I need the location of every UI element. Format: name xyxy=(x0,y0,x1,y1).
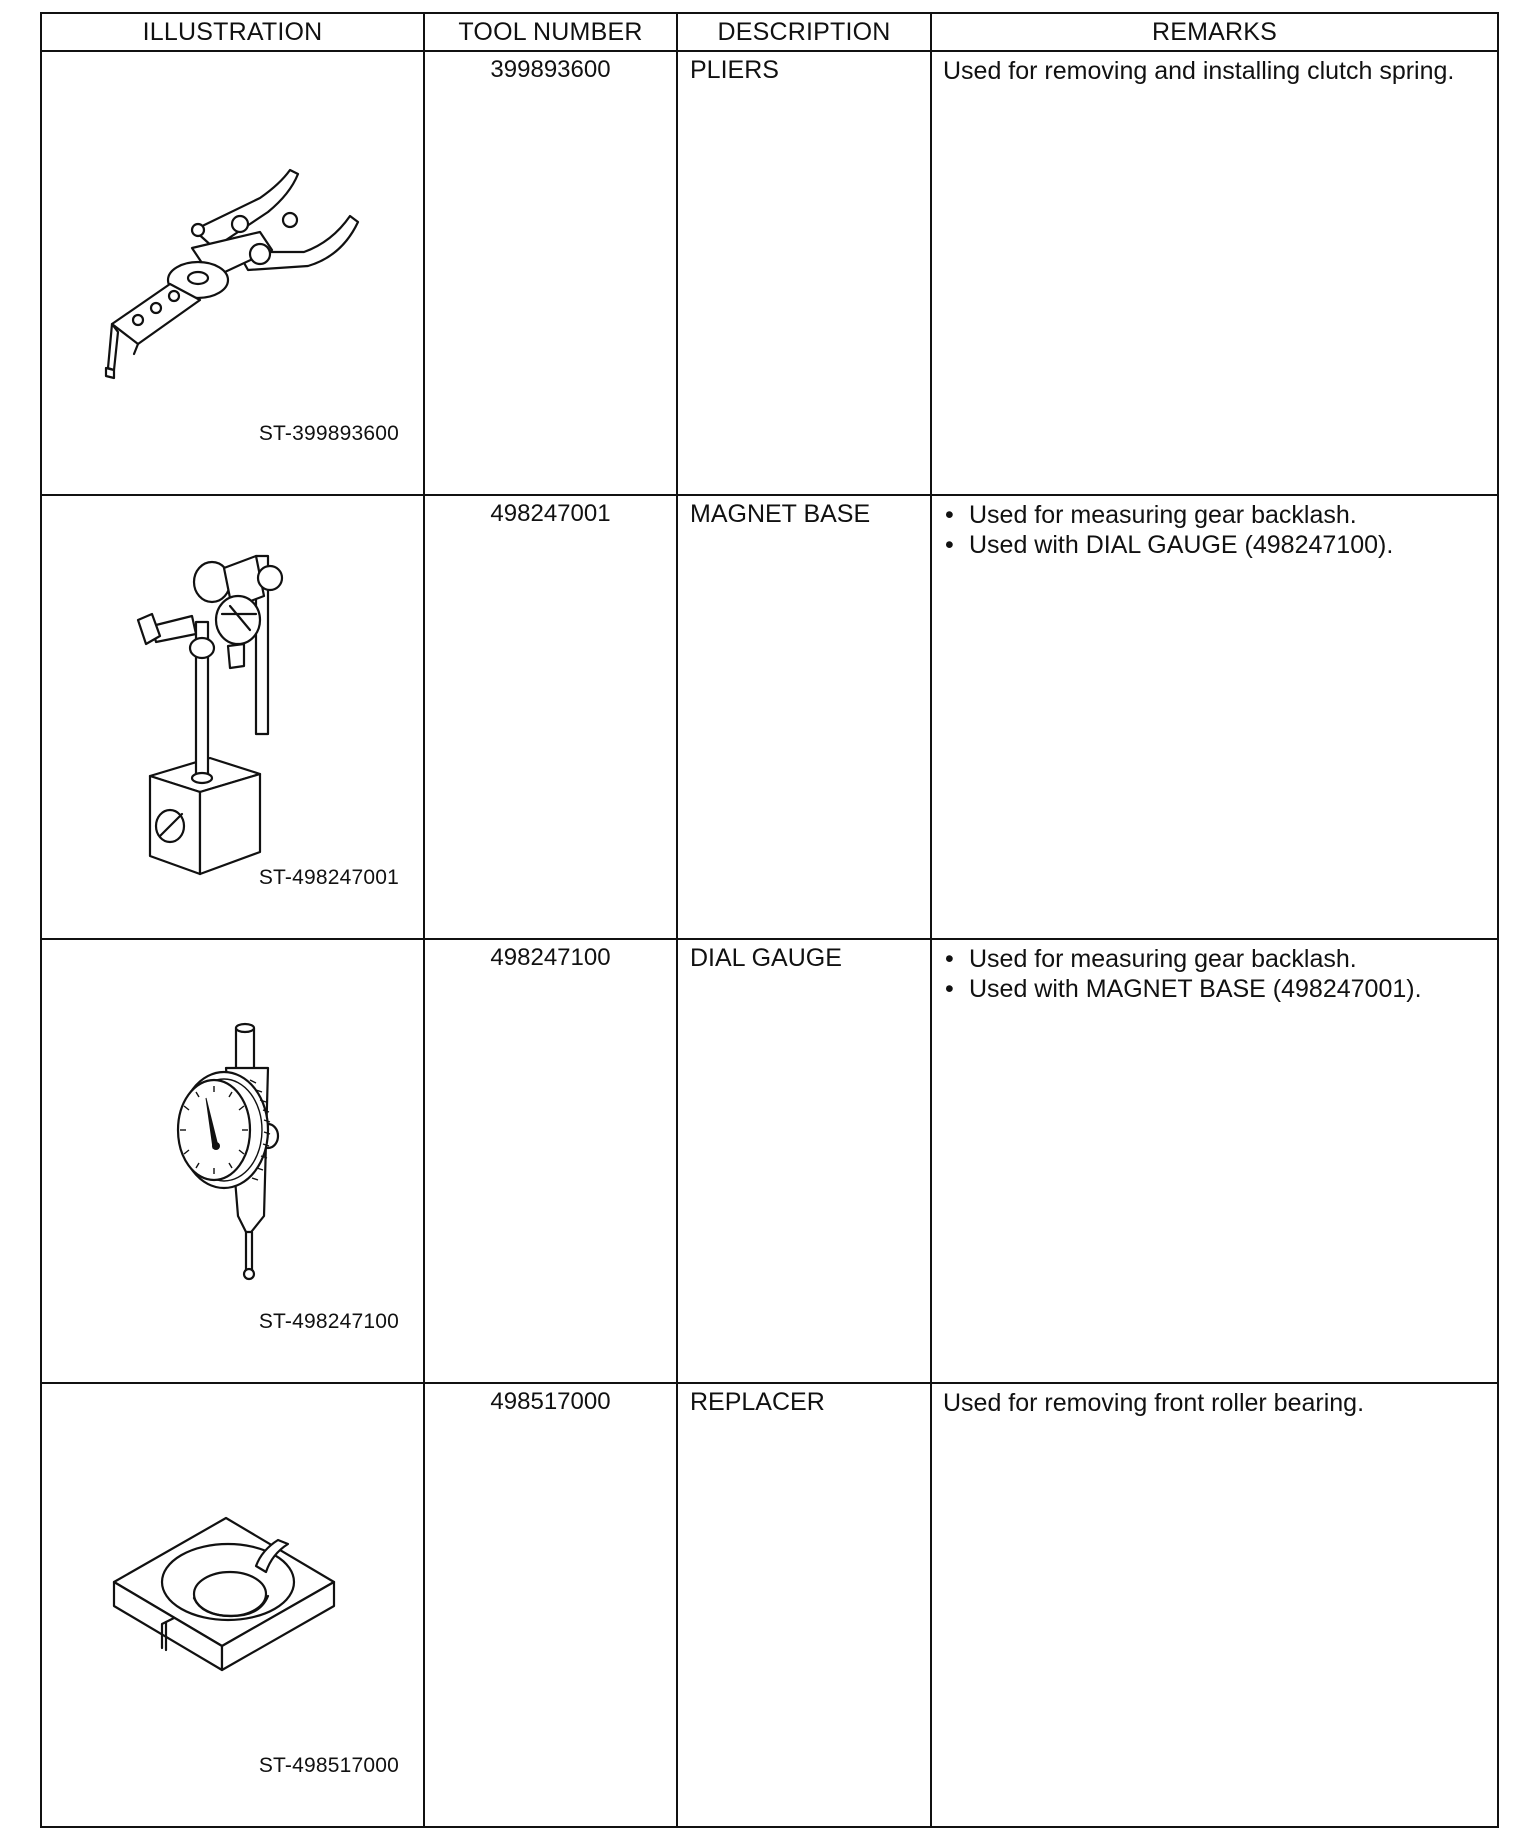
illustration-cell xyxy=(41,939,424,1383)
illustration-code: ST-498247001 xyxy=(258,866,399,889)
remark-text: Used for measuring gear backlash. xyxy=(969,501,1357,529)
remarks-list xyxy=(943,500,1489,560)
remark-text: Used with DIAL GAUGE (498247100). xyxy=(969,531,1394,559)
table-row xyxy=(41,1383,1498,1827)
header-illustration: ILLUSTRATION xyxy=(41,13,424,51)
table-row xyxy=(41,939,1498,1383)
illustration-cell xyxy=(41,1383,424,1827)
table-row xyxy=(41,495,1498,939)
remarks-cell: Used for removing front roller bearing. xyxy=(931,1383,1498,1827)
bullet-icon: • xyxy=(945,501,954,529)
special-tools-table xyxy=(40,12,1499,1828)
remark-text: Used for measuring gear backlash. xyxy=(969,945,1357,973)
illustration-code: ST-399893600 xyxy=(258,422,399,445)
remark-text: Used with MAGNET BASE (498247001). xyxy=(969,975,1422,1003)
list-item xyxy=(943,974,1489,1004)
header-tool-number: TOOL NUMBER xyxy=(424,13,677,51)
header-remarks: REMARKS xyxy=(931,13,1498,51)
bullet-icon: • xyxy=(945,975,954,1003)
description-cell: DIAL GAUGE xyxy=(677,939,931,1383)
remarks-cell xyxy=(931,495,1498,939)
tool-number-cell: 498517000 xyxy=(424,1383,677,1827)
remarks-list xyxy=(943,944,1489,1004)
remarks-cell: Used for removing and installing clutch spring. xyxy=(931,51,1498,495)
list-item xyxy=(943,530,1489,560)
tool-number-cell: 498247001 xyxy=(424,495,677,939)
bullet-icon: • xyxy=(945,531,954,559)
illustration-cell xyxy=(41,495,424,939)
illustration-code: ST-498247100 xyxy=(258,1310,399,1333)
list-item xyxy=(943,500,1489,530)
description-cell: PLIERS xyxy=(677,51,931,495)
header-description: DESCRIPTION xyxy=(677,13,931,51)
bullet-icon: • xyxy=(945,945,954,973)
table-row xyxy=(41,51,1498,495)
tool-number-cell: 498247100 xyxy=(424,939,677,1383)
header-row xyxy=(41,13,1498,51)
description-cell: MAGNET BASE xyxy=(677,495,931,939)
illustration-code: ST-498517000 xyxy=(258,1754,399,1777)
description-cell: REPLACER xyxy=(677,1383,931,1827)
remarks-cell xyxy=(931,939,1498,1383)
illustration-cell xyxy=(41,51,424,495)
tool-number-cell: 399893600 xyxy=(424,51,677,495)
list-item xyxy=(943,944,1489,974)
